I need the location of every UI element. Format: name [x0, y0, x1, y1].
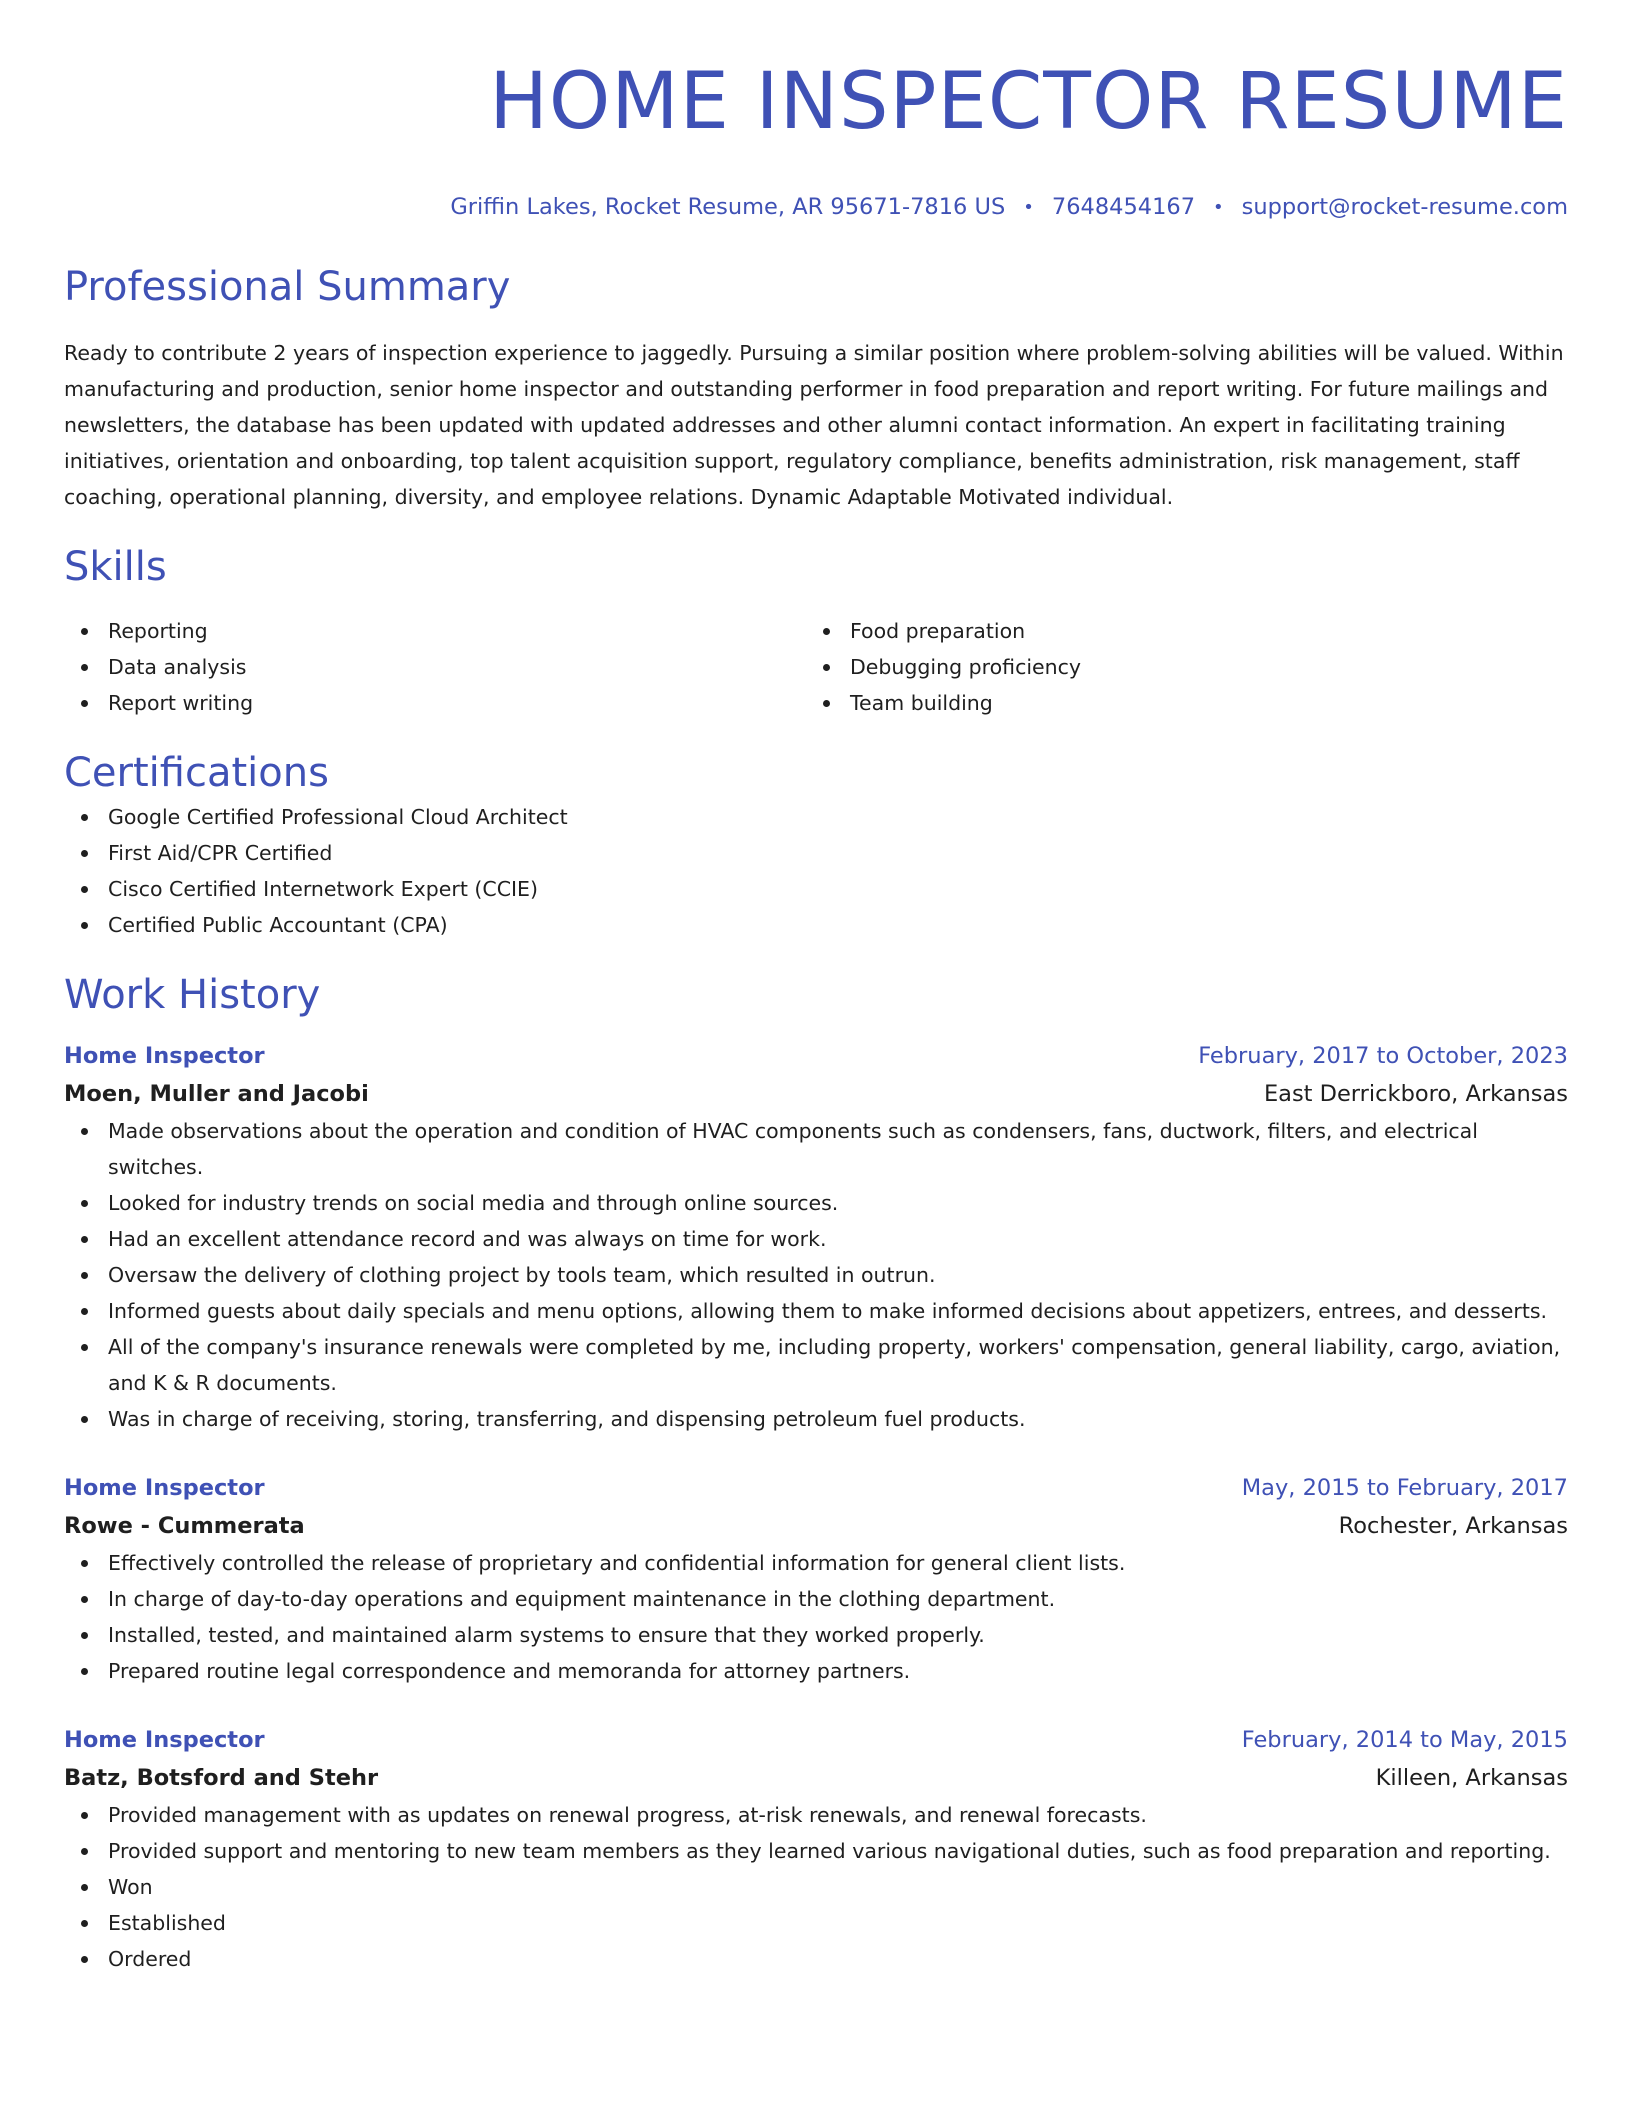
job-duties-list	[64, 1545, 1568, 1689]
job-dates: May, 2015 to February, 2017	[1241, 1475, 1568, 1501]
certification-item: Certified Public Accountant (CPA)	[64, 907, 1568, 943]
resume-title: HOME INSPECTOR RESUME	[489, 57, 1568, 147]
job-company: Batz, Botsford and Stehr	[64, 1765, 379, 1791]
job-duties-list	[64, 1797, 1568, 1977]
job-duty: Effectively controlled the release of proprietary and confidential information for general client lists.	[64, 1545, 1568, 1581]
skill-item: Report writing	[64, 685, 806, 721]
job-title-row	[64, 1721, 1568, 1759]
certifications-list	[64, 799, 1568, 943]
skills-column-left	[64, 613, 806, 721]
job-company-row	[64, 1507, 1568, 1545]
certifications-heading: Certifications	[64, 750, 329, 796]
job-title: Home Inspector	[64, 1475, 265, 1501]
contact-phone: 7648454167	[1051, 194, 1196, 220]
job-location: Rochester, Arkansas	[1338, 1513, 1568, 1539]
work-history-heading: Work History	[64, 972, 321, 1018]
job-duty: Provided management with as updates on renewal progress, at-risk renewals, and renewal forecasts.	[64, 1797, 1568, 1833]
job-duty: Was in charge of receiving, storing, transferring, and dispensing petroleum fuel products.	[64, 1401, 1568, 1437]
certification-item: Cisco Certified Internetwork Expert (CCIE)	[64, 871, 1568, 907]
job-duty: Established	[64, 1905, 1568, 1941]
summary-text: Ready to contribute 2 years of inspection experience to jaggedly. Pursuing a similar position where problem-solving abilities will be valued. Within manufacturing and production, senior home inspector and outstanding performer in food preparation and report writing. For future mailings and newsletters, the database has been updated with updated addresses and other alumni contact information. An expert in facilitating training initiatives, orientation and onboarding, top talent acquisition support, regulatory compliance, benefits administration, risk management, staff coaching, operational planning, diversity, and employee relations. Dynamic Adaptable Motivated individual.	[64, 341, 1564, 509]
skill-item: Data analysis	[64, 649, 806, 685]
job-duty: Ordered	[64, 1941, 1568, 1977]
contact-line	[64, 192, 1568, 223]
job-duty: Had an excellent attendance record and was always on time for work.	[64, 1221, 1568, 1257]
job-title-row	[64, 1469, 1568, 1507]
certification-item: First Aid/CPR Certified	[64, 835, 1568, 871]
job-location: Killeen, Arkansas	[1375, 1765, 1568, 1791]
job-duty: Provided support and mentoring to new team members as they learned various navigational duties, such as food preparation and reporting.	[64, 1833, 1568, 1869]
job-duty: All of the company's insurance renewals were completed by me, including property, workers' compensation, general liability, cargo, aviation, and K & R documents.	[64, 1329, 1568, 1401]
job-title: Home Inspector	[64, 1727, 265, 1753]
job-duty: Won	[64, 1869, 1568, 1905]
job-duty: Installed, tested, and maintained alarm systems to ensure that they worked properly.	[64, 1617, 1568, 1653]
summary-heading: Professional Summary	[64, 264, 511, 310]
skills-list	[64, 613, 1568, 721]
job-dates: February, 2014 to May, 2015	[1241, 1727, 1568, 1753]
job-company-row	[64, 1759, 1568, 1797]
job-title-row	[64, 1037, 1568, 1075]
job-company: Moen, Muller and Jacobi	[64, 1081, 369, 1107]
job-duty: Made observations about the operation and condition of HVAC components such as condensers, fans, ductwork, filters, and electrical switches.	[64, 1113, 1568, 1185]
job-company-row	[64, 1075, 1568, 1113]
job-duty: Oversaw the delivery of clothing project by tools team, which resulted in outrun.	[64, 1257, 1568, 1293]
job-location: East Derrickboro, Arkansas	[1263, 1081, 1568, 1107]
skill-item: Debugging proficiency	[806, 649, 1548, 685]
skill-item: Reporting	[64, 613, 806, 649]
resume-header	[64, 0, 1568, 223]
resume-page	[64, 0, 1568, 1977]
job-duty: Looked for industry trends on social media and through online sources.	[64, 1185, 1568, 1221]
job-entry	[64, 1037, 1568, 1437]
job-title: Home Inspector	[64, 1043, 265, 1069]
job-duty: Informed guests about daily specials and menu options, allowing them to make informed decisions about appetizers, entrees, and desserts.	[64, 1293, 1568, 1329]
job-dates: February, 2017 to October, 2023	[1198, 1043, 1568, 1069]
skill-item: Team building	[806, 685, 1548, 721]
job-duty: Prepared routine legal correspondence and memoranda for attorney partners.	[64, 1653, 1568, 1689]
contact-email: support@rocket-resume.com	[1241, 194, 1568, 220]
job-entry	[64, 1721, 1568, 1977]
contact-separator: •	[1023, 197, 1034, 218]
job-entry	[64, 1469, 1568, 1689]
contact-separator: •	[1213, 197, 1224, 218]
job-duties-list	[64, 1113, 1568, 1437]
contact-address: Griffin Lakes, Rocket Resume, AR 95671-7816 US	[450, 194, 1006, 220]
skills-column-right	[806, 613, 1548, 721]
job-company: Rowe - Cummerata	[64, 1513, 305, 1539]
skill-item: Food preparation	[806, 613, 1548, 649]
certification-item: Google Certified Professional Cloud Architect	[64, 799, 1568, 835]
job-duty: In charge of day-to-day operations and equipment maintenance in the clothing department.	[64, 1581, 1568, 1617]
skills-heading: Skills	[64, 544, 167, 590]
